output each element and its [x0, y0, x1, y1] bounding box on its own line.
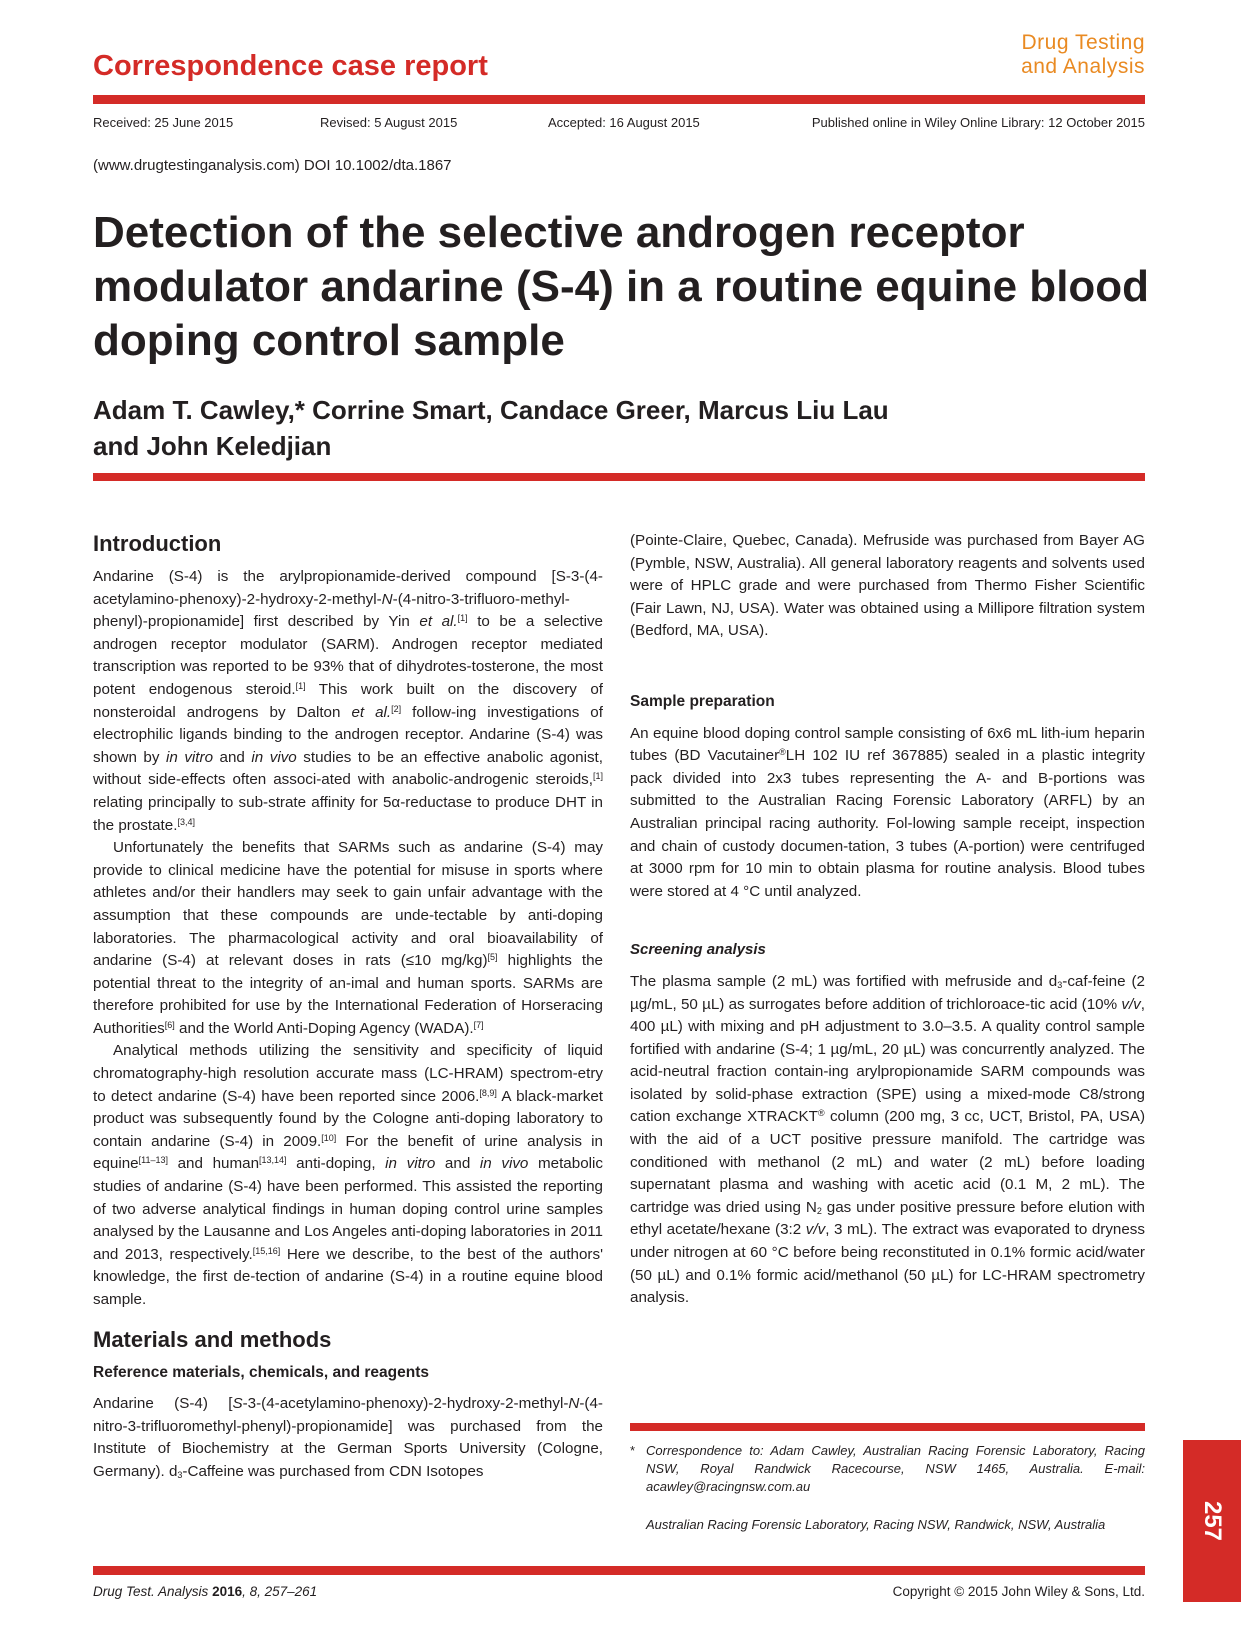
citation[interactable]: [13,14]	[259, 1155, 287, 1166]
section-type-label: Correspondence case report	[93, 50, 488, 82]
date-received: Received: 25 June 2015	[93, 115, 234, 130]
citation[interactable]: [15,16]	[252, 1245, 281, 1256]
left-column	[93, 530, 603, 1484]
correspondence-text: Correspondence to: Adam Cawley, Australian Racing Forensic Laboratory, Racing NSW, Royal Randwick Racecourse, NSW 1465, Australia. E-mail: acawley@racingnsw.com.au	[646, 1443, 1145, 1494]
citation[interactable]: [10]	[321, 1132, 337, 1143]
citation[interactable]: [1]	[295, 680, 306, 691]
authors-line1: Adam T. Cawley,* Corrine Smart, Candace Greer, Marcus Liu Lau	[93, 395, 889, 425]
citation[interactable]: [1]	[457, 613, 468, 624]
journal-logo-line1: Drug Testing	[1021, 31, 1145, 54]
citation[interactable]: [7]	[473, 1019, 484, 1030]
title-rule	[93, 473, 1145, 481]
methods-heading: Materials and methods	[93, 1326, 332, 1352]
authors-line2: and John Keledjian	[93, 431, 332, 461]
doi-line: (www.drugtestinganalysis.com) DOI 10.1002/dta.1867	[93, 157, 452, 174]
screening-analysis-heading: Screening analysis	[630, 941, 766, 959]
date-published: Published online in Wiley Online Library: 12 October 2015	[811, 115, 1145, 130]
footer-citation: Drug Test. Analysis 2016, 8, 257–261	[93, 1584, 318, 1599]
reference-materials-paragraph: Andarine (S-4) [S-3-(4-acetylamino-phenoxy)-2-hydroxy-2-methyl-N-(4-nitro-3-trifluoromethyl-phenyl)-propionamide] was purchased from the Institute of Biochemistry at the German Sports University (Cologne, Germany). $d_3$-Caffeine was purchased from CDN Isotopes	[93, 1395, 603, 1480]
intro-paragraph-1: Andarine (S-4) is the arylpropionamide-derived compound [S-3-(4-acetylamino-phenoxy)-2-hydroxy-2-methyl-N-(4-nitro-3-trifluoro-methyl-phenyl)-propionamide] first described by Yin et al.[1] to be a selective androgen receptor modulator (SARM). Androgen receptor mediated transcription was reported to be 93% that of dihydrotes-tosterone, the most potent endogenous steroid.[1] This work built on the discovery of nonsteroidal androgens by Dalton et al.[2] follow-ing investigations of electrophilic ligands binding to the androgen receptor. Andarine (S-4) was shown by in vitro and in vivo studies to be an effective anabolic agonist, without side-effects often associ-ated with anabolic-androgenic steroids,[1] relating principally to sub-strate affinity for 5α-reductase to produce DHT in the prostate.[3,4]	[93, 568, 603, 834]
reference-materials-continued: (Pointe-Claire, Quebec, Canada). Mefruside was purchased from Bayer AG (Pymble, NSW, Australia). All general laboratory reagents and solvents used were of HPLC grade and were purchased from Thermo Fisher Scientific (Fair Lawn, NJ, USA). Water was obtained using a Millipore filtration system (Bedford, MA, USA).	[630, 532, 1145, 640]
sample-preparation-heading: Sample preparation	[630, 692, 775, 710]
affiliation: Australian Racing Forensic Laboratory, Racing NSW, Randwick, NSW, Australia	[646, 1517, 1106, 1532]
correspondence-rule	[630, 1423, 1145, 1431]
footer-copyright: Copyright © 2015 John Wiley & Sons, Ltd.	[892, 1584, 1145, 1599]
journal-logo-line2: and Analysis	[1021, 55, 1145, 78]
correspondence-star: *	[630, 1443, 636, 1458]
intro-paragraph-2: Unfortunately the benefits that SARMs such as andarine (S-4) may provide to clinical medicine have the potential for misuse in sports where athletes and/or their handlers may seek to gain unfair advantage with the assumption that these compounds are unde-tectable by anti-doping laboratories. The pharmacological activity and oral bioavailability of andarine (S-4) at relevant doses in rats (≤10 mg/kg)[5] highlights the potential threat to the integrity of an-imal and human sports. SARMs are therefore prohibited for use by the International Federation of Horseracing Authorities[6] and the World Anti-Doping Agency (WADA).[7]	[93, 839, 603, 1037]
citation[interactable]: [11–13]	[138, 1155, 168, 1166]
sample-preparation-paragraph: An equine blood doping control sample consisting of 6x6 mL lith-ium heparin tubes (BD Vacutainer®LH 102 IU ref 367885) sealed in a plastic integrity pack divided into 2x3 tubes representing the A- and B-portions was submitted to the Australian Racing Forensic Laboratory (ARFL) by an Australian principal racing authority. Fol-lowing sample receipt, inspection and chain of custody documen-tation, 3 tubes (A-portion) were centrifuged at 3000 rpm for 10 min to obtain plasma for routine analysis. Blood tubes were stored at 4 °C until analyzed.	[630, 724, 1145, 900]
screening-analysis-paragraph: The plasma sample (2 mL) was fortified with mefruside and $d_3-caf$-feine (2 µg/mL, 50 µL) as surrogates before addition of trichloroace-tic acid (10% v/v, 400 µL) with mixing and pH adjustment to 3.0–3.5. A quality control sample fortified with andarine (S-4; 1 µg/mL, 20 µL) was concurrently analyzed. The acid-neutral fraction contain-ing arylpropionamide SARM compounds was isolated by solid-phase extraction (SPE) using a mixed-mode C8/strong cation exchange XTRACKT® column (200 mg, 3 cc, UCT, Bristol, PA, USA) with the aid of a UCT positive pressure manifold. The cartridge was conditioned with methanol (2 mL) and water (2 mL) before loading supernatant plasma and washing with acetic acid (0.1 M, 2 mL). The cartridge was dried using $N_2$ gas under positive pressure before elution with ethyl acetate/hexane (3:2 v/v, 3 mL). The extract was evaporated to dryness under nitrogen at 60 °C before being reconstituted in 0.1% formic acid/water (50 µL) and 0.1% formic acid/methanol (50 µL) for LC-HRAM spectrometry analysis.	[630, 972, 1145, 1307]
correspondence-note	[630, 1442, 1145, 1496]
citation[interactable]: [6]	[164, 1019, 175, 1030]
citation[interactable]: [1]	[592, 771, 603, 782]
introduction-heading: Introduction	[93, 531, 222, 556]
right-column	[630, 530, 1145, 1310]
citation[interactable]: [5]	[487, 952, 498, 963]
date-revised: Revised: 5 August 2015	[320, 115, 458, 130]
footer-rule	[93, 1566, 1145, 1575]
citation[interactable]: [2]	[391, 703, 402, 714]
intro-paragraph-3: Analytical methods utilizing the sensitivity and specificity of liquid chromatography-high resolution accurate mass (LC-HRAM) spectrom-etry to detect andarine (S-4) have been reported since 2006.[8,9] A black-market product was subsequently found by the Cologne anti-doping laboratory to contain andarine (S-4) in 2009.[10] For the benefit of urine analysis in equine[11–13] and human[13,14] anti-doping, in vitro and in vivo metabolic studies of andarine (S-4) have been performed. This assisted the reporting of two adverse analytical findings in human doping control urine samples analysed by the Lausanne and Los Angeles anti-doping laboratories in 2011 and 2013, respectively.[15,16] Here we describe, to the best of the authors' knowledge, the first de-tection of andarine (S-4) in a routine equine blood sample.	[93, 1042, 603, 1308]
author-list	[93, 392, 1093, 464]
journal-logo	[960, 31, 1145, 79]
reference-materials-heading: Reference materials, chemicals, and reagents	[93, 1363, 429, 1381]
article-title: Detection of the selective androgen receptor modulator andarine (S-4) in a routine equine blood doping control sample	[93, 208, 1150, 365]
citation[interactable]: [3,4]	[177, 816, 195, 827]
citation[interactable]: [8,9]	[479, 1087, 497, 1098]
header-rule	[93, 95, 1145, 104]
date-accepted: Accepted: 16 August 2015	[548, 115, 700, 130]
page-number: 257	[1198, 1500, 1226, 1542]
